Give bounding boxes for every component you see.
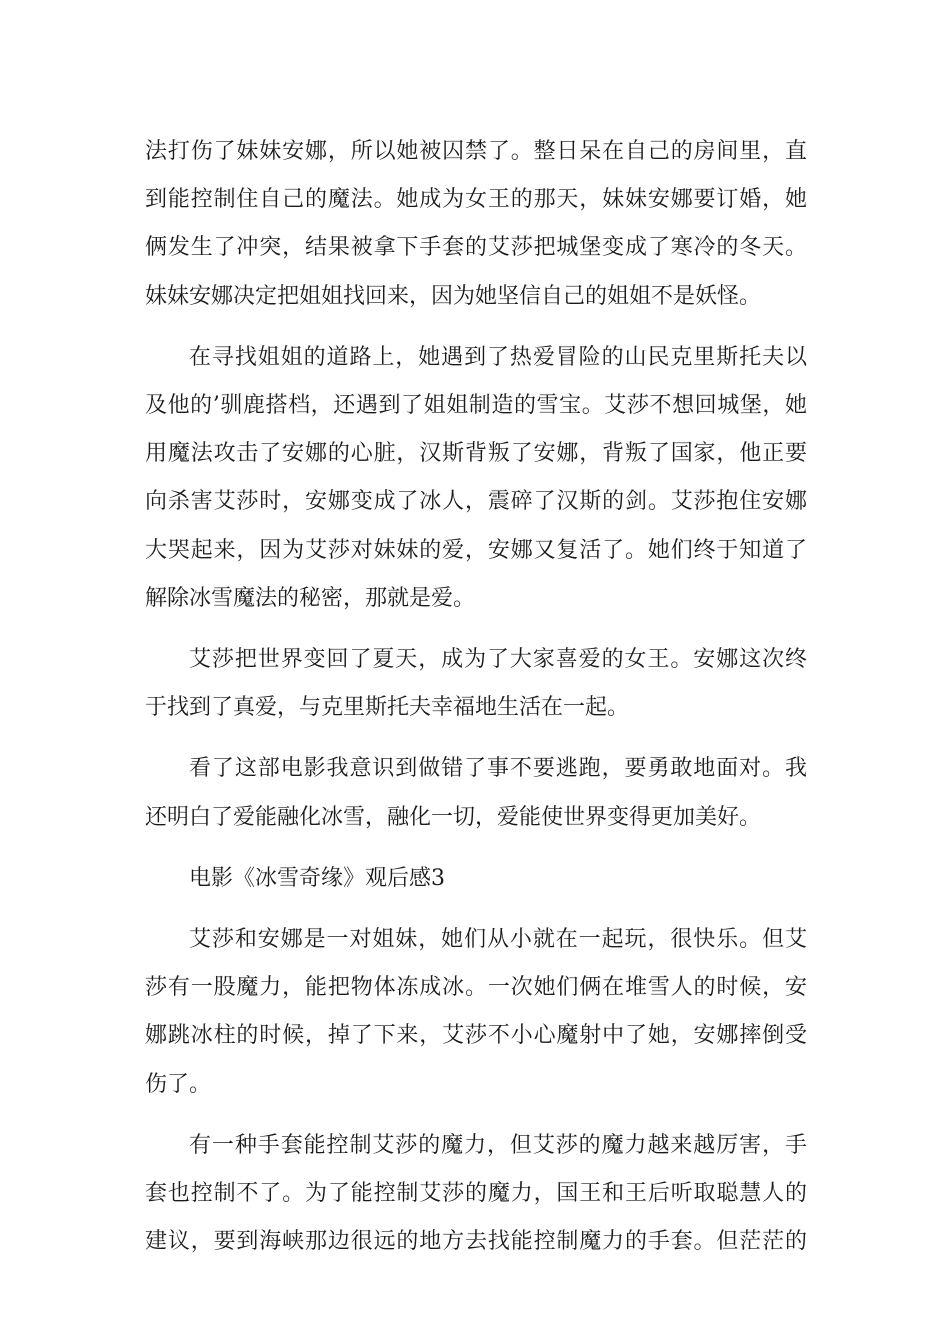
text-line: 法打伤了妹妹安娜，所以她被囚禁了。整日呆在自己的房间里，直	[145, 139, 807, 164]
text-line: 解除冰雪魔法的秘密，那就是爱。	[145, 585, 476, 611]
text-line: 娜跳冰柱的时候，掉了下来，艾莎不小心魔射中了她，安娜摔倒受	[145, 1023, 807, 1049]
text-line: 还明白了爱能融化冰雪，融化一切，爱能使世界变得更加美好。	[145, 804, 762, 830]
paragraph-6	[145, 1122, 807, 1267]
section-heading	[145, 855, 807, 903]
text-line: 到能控制住自己的魔法。她成为女王的那天，妹妹安娜要订婚，她	[145, 187, 807, 213]
text-line: 看了这部电影我意识到做错了事不要逃跑，要勇敢地面对。我	[189, 756, 807, 782]
text-line: 艾莎把世界变回了夏天，成为了大家喜爱的女王。安娜这次终	[189, 647, 807, 673]
text-line: 俩发生了冲突，结果被拿下手套的艾莎把城堡变成了寒冷的冬天。	[145, 235, 807, 261]
paragraph-4	[145, 745, 807, 841]
text-line: 建议，要到海峡那边很远的地方去找能控制魔力的手套。但茫茫的	[145, 1229, 807, 1255]
heading-text: 电影《冰雪奇缘》观后感3	[189, 865, 445, 891]
text-line: 套也控制不了。为了能控制艾莎的魔力，国王和王后听取聪慧人的	[145, 1181, 807, 1207]
text-line: 及他的’驯鹿搭档，还遇到了姐姐制造的雪宝。艾莎不想回城堡，她	[145, 393, 807, 419]
text-line: 大哭起来，因为艾莎对妹妹的爱，安娜又复活了。她们终于知道了	[145, 537, 807, 563]
paragraph-2	[145, 334, 807, 623]
text-line: 莎有一股魔力，能把物体冻成冰。一次她们俩在堆雪人的时候，安	[145, 975, 807, 1001]
text-line: 在寻找姐姐的道路上，她遇到了热爱冒险的山民克里斯托夫以	[189, 344, 807, 370]
paragraph-5	[145, 916, 807, 1109]
paragraph-1	[145, 128, 807, 321]
document-page	[145, 128, 807, 1279]
text-line: 妹妹安娜决定把姐姐找回来，因为她坚信自己的姐姐不是妖怪。	[145, 283, 762, 309]
text-line: 伤了。	[145, 1071, 212, 1097]
text-line: 向杀害艾莎时，安娜变成了冰人，震碎了汉斯的剑。艾莎抱住安娜	[145, 489, 807, 515]
text-line: 于找到了真爱，与克里斯托夫幸福地生活在一起。	[145, 695, 630, 721]
paragraph-3	[145, 636, 807, 732]
text-line: 用魔法攻击了安娜的心脏，汉斯背叛了安娜，背叛了国家，他正要	[145, 441, 807, 467]
text-line: 有一种手套能控制艾莎的魔力，但艾莎的魔力越来越厉害，手	[189, 1132, 807, 1158]
text-line: 艾莎和安娜是一对姐妹，她们从小就在一起玩，很快乐。但艾	[189, 927, 807, 953]
